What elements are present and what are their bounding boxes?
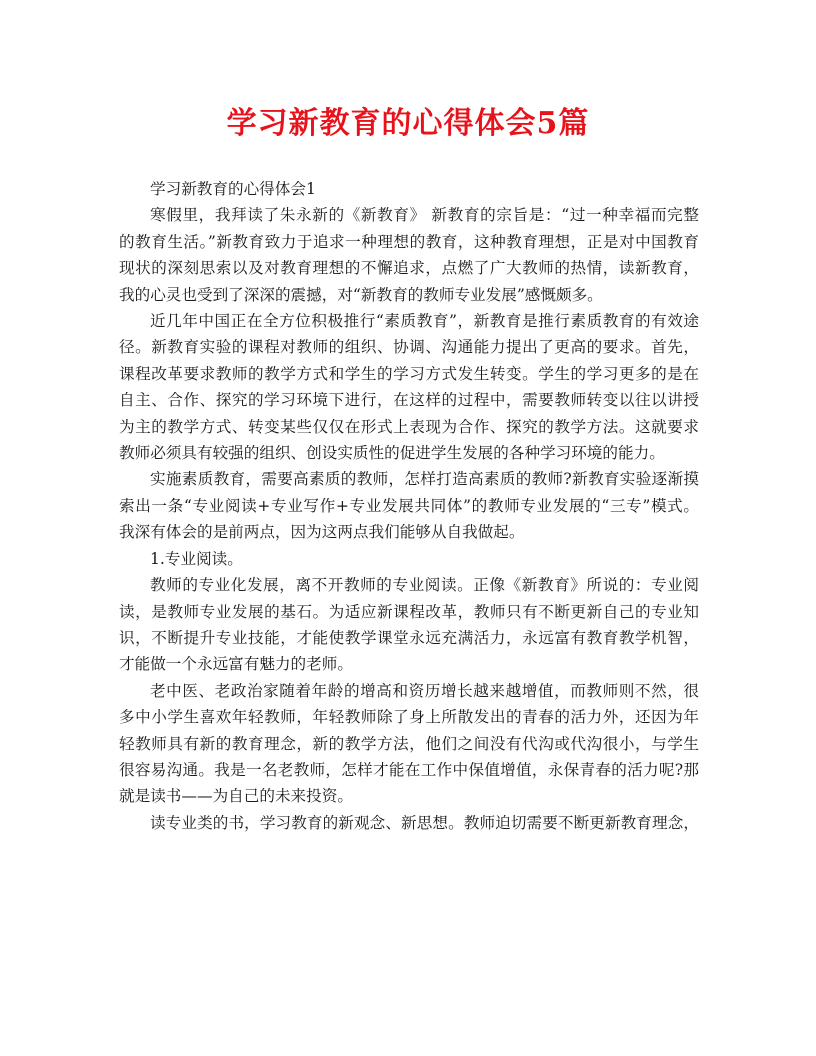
- text-line: 轻教师具有新的教育理念，新的教学方法，他们之间没有代沟或代沟很小，与学生: [119, 734, 699, 753]
- text-line: 我深有体会的是前两点，因为这两点我们能够从自我做起。: [119, 523, 525, 542]
- document-body: [119, 176, 699, 836]
- text-line: 课程改革要求教师的教学方式和学生的学习方式发生转变。学生的学习更多的是在: [119, 364, 699, 383]
- text-line: 教师的专业化发展，离不开教师的专业阅读。正像《新教育》所说的：专业阅: [150, 576, 699, 595]
- text-line: 现状的深刻思索以及对教育理想的不懈追求，点燃了广大教师的热情，读新教育，: [119, 259, 699, 278]
- text-line: 自主、合作、探究的学习环境下进行，在这样的过程中，需要教师转变以往以讲授: [119, 391, 699, 410]
- text-line: 寒假里，我拜读了朱永新的《新教育》 新教育的宗旨是：“过一种幸福而完整: [150, 206, 699, 225]
- text-line: 教师必须具有较强的组织、创设实质性的促进学生发展的各种学习环境的能力。: [119, 444, 665, 463]
- text-line: 就是读书——为自己的未来投资。: [119, 787, 353, 806]
- text-line: 为主的教学方式、转变某些仅仅在形式上表现为合作、探究的教学方法。这就要求: [119, 417, 699, 436]
- text-line: 径。新教育实验的课程对教师的组织、协调、沟通能力提出了更高的要求。首先，: [119, 338, 699, 357]
- text-line: 多中小学生喜欢年轻教师，年轻教师除了身上所散发出的青春的活力外，还因为年: [119, 708, 699, 727]
- text-line: 学习新教育的心得体会1: [150, 180, 316, 198]
- text-line: 读专业类的书，学习教育的新观念、新思想。教师迫切需要不断更新教育理念，: [150, 813, 699, 832]
- text-line: 我的心灵也受到了深深的震撼，对“新教育的教师专业发展”感慨颇多。: [119, 285, 603, 304]
- text-line: 很容易沟通。我是一名老教师，怎样才能在工作中保值增值，永保青春的活力呢?那: [119, 760, 699, 779]
- text-line: 近几年中国正在全方位积极推行“素质教育”，新教育是推行素质教育的有效途: [150, 312, 699, 331]
- text-line: 实施素质教育，需要高素质的教师，怎样打造高素质的教师?新教育实验逐渐摸: [150, 470, 699, 489]
- text-line: 索出一条“专业阅读+专业写作+专业发展共同体”的教师专业发展的“三专”模式。: [119, 496, 699, 515]
- text-line: 才能做一个永远富有魅力的老师。: [119, 655, 353, 674]
- text-line: 1.专业阅读。: [150, 549, 243, 568]
- text-line: 识，不断提升专业技能，才能使教学课堂永远充满活力，永远富有教育教学机智，: [119, 628, 699, 647]
- text-line: 的教育生活。”新教育致力于追求一种理想的教育，这种教育理想，正是对中国教育: [119, 232, 699, 251]
- document-title: 学习新教育的心得体会5篇: [226, 106, 590, 141]
- text-line: 读，是教师专业发展的基石。为适应新课程改革，教师只有不断更新自己的专业知: [119, 602, 699, 621]
- text-line: 老中医、老政治家随着年龄的增高和资历增长越来越增值，而教师则不然，很: [150, 681, 699, 700]
